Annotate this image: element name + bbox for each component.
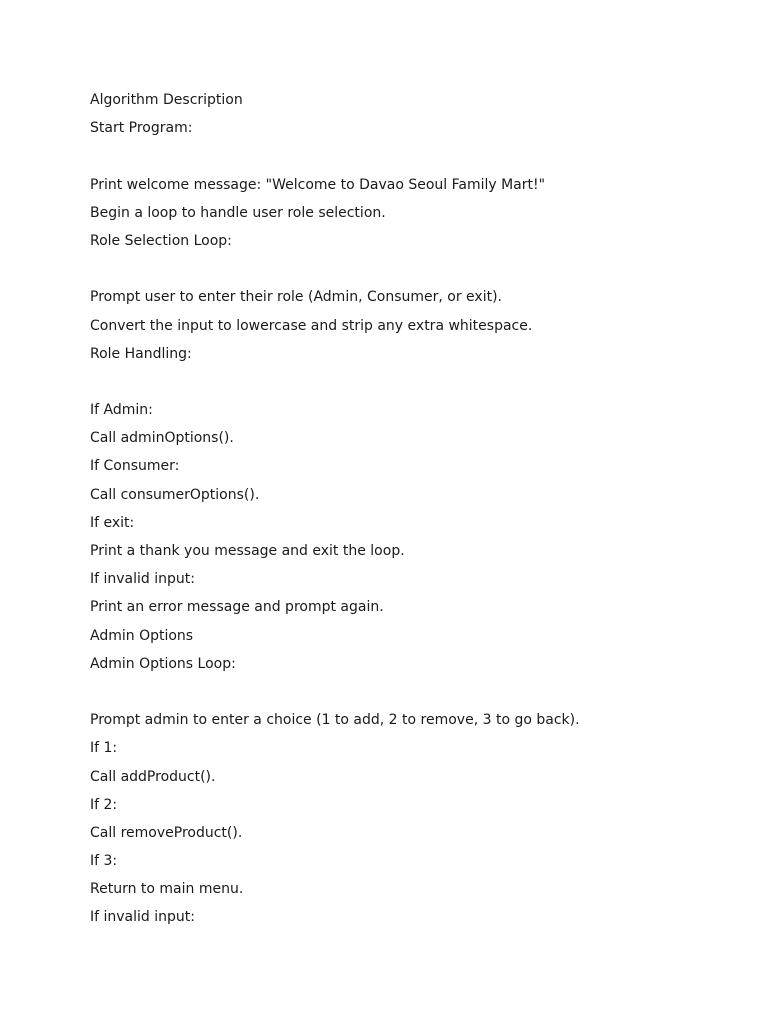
- blank-line: [90, 682, 710, 702]
- doc-line: Prompt admin to enter a choice (1 to add, 2 to remove, 3 to go back).: [90, 712, 580, 729]
- doc-line: Admin Options Loop:: [90, 655, 236, 672]
- doc-line: Print a thank you message and exit the loop.: [90, 543, 405, 559]
- doc-line: If exit:: [90, 514, 135, 531]
- doc-line: Begin a loop to handle user role selection.: [90, 204, 386, 221]
- document-body: [90, 90, 710, 936]
- doc-line: Print welcome message: "Welcome to Davao Seoul Family Mart!": [90, 176, 546, 193]
- doc-line: Role Selection Loop:: [90, 232, 232, 249]
- doc-line: Call removeProduct().: [90, 824, 243, 841]
- doc-line: If 2:: [90, 796, 118, 813]
- doc-line: If invalid input:: [90, 909, 195, 926]
- doc-line: Call adminOptions().: [90, 430, 234, 447]
- doc-line: Call addProduct().: [90, 768, 216, 785]
- doc-line: Start Program:: [90, 120, 193, 137]
- doc-line: Role Handling:: [90, 345, 192, 362]
- doc-line: Return to main menu.: [90, 881, 244, 898]
- blank-line: [90, 146, 710, 166]
- doc-line: Admin Options: [90, 627, 194, 644]
- blank-line: [90, 259, 710, 279]
- doc-line: Print an error message and prompt again.: [90, 599, 384, 616]
- doc-line: If Consumer:: [90, 458, 180, 475]
- doc-line: Convert the input to lowercase and strip any extra whitespace.: [90, 317, 533, 334]
- doc-line: If 3:: [90, 853, 118, 870]
- doc-line: If Admin:: [90, 402, 153, 419]
- doc-line: If 1:: [90, 740, 118, 757]
- doc-heading: Algorithm Description: [90, 92, 243, 108]
- doc-line: Prompt user to enter their role (Admin, Consumer, or exit).: [90, 289, 502, 306]
- doc-line: Call consumerOptions().: [90, 486, 260, 503]
- blank-line: [90, 372, 710, 392]
- doc-line: If invalid input:: [90, 571, 195, 588]
